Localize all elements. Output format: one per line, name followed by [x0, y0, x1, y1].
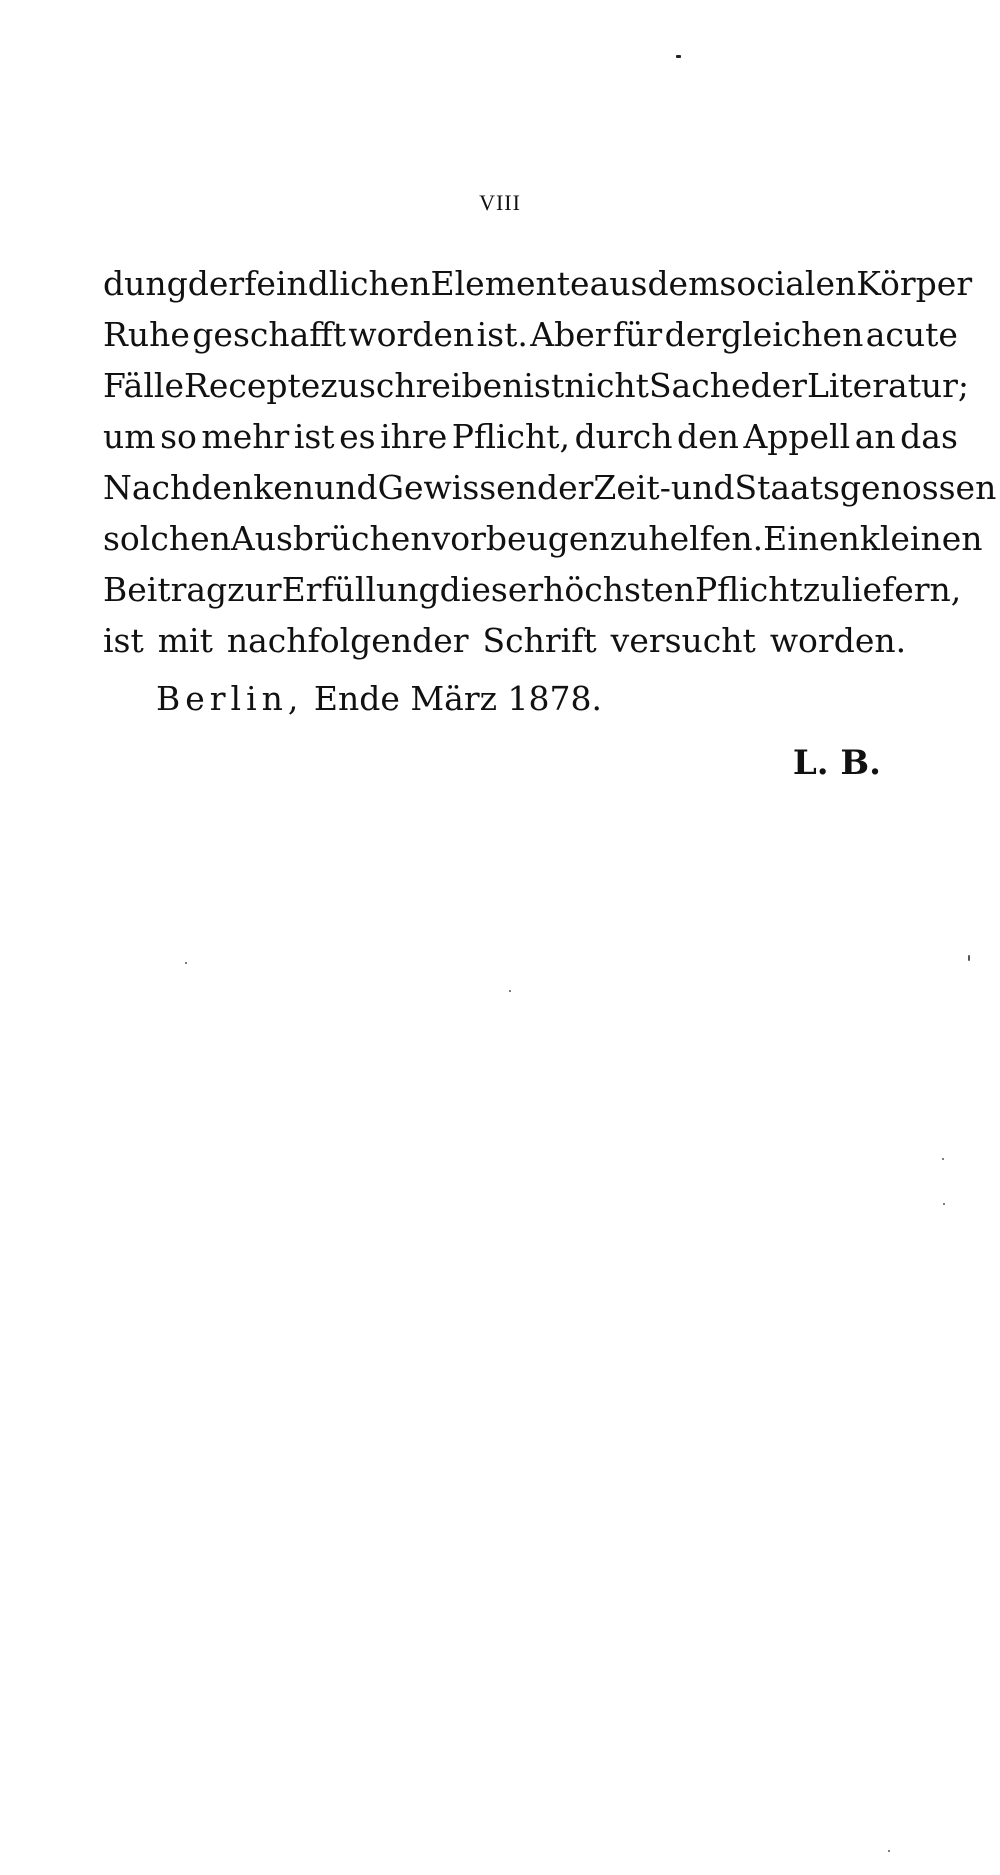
author-initials: L. B. [792, 743, 881, 783]
word: ist [523, 366, 565, 405]
word: Aber [530, 315, 611, 354]
word: Schrift [482, 621, 597, 660]
word: Zeit- [593, 468, 671, 507]
word: socialen [719, 264, 857, 303]
word: Ruhe [103, 315, 190, 354]
scan-speck [968, 955, 970, 961]
word: mehr [201, 417, 290, 456]
word: zu [609, 519, 649, 558]
word: Sache [648, 366, 751, 405]
word: es [339, 417, 376, 456]
word: so [160, 417, 197, 456]
body-paragraph [103, 258, 997, 666]
word: der [750, 366, 807, 405]
word: worden [348, 315, 475, 354]
word: zu [320, 366, 359, 405]
word: Fälle [103, 366, 184, 405]
word: der [536, 468, 594, 507]
word: schreiben [358, 366, 524, 405]
word: dung [103, 264, 188, 303]
scan-speck [676, 55, 681, 58]
word: den [676, 417, 739, 456]
word: Gewissen [377, 468, 537, 507]
word: Erfüllung [281, 570, 440, 609]
scan-speck [943, 1203, 945, 1205]
word: Pflicht, [451, 417, 571, 456]
word: Nachdenken [103, 468, 314, 507]
text-line-4 [103, 411, 958, 462]
word: kleinen [859, 519, 983, 558]
word: Pflicht [694, 570, 803, 609]
word: höchsten [543, 570, 695, 609]
word: Recepte [183, 366, 321, 405]
word: zu [802, 570, 842, 609]
word: durch [574, 417, 673, 456]
text-line-3 [103, 360, 970, 411]
word: versucht [610, 621, 756, 660]
word: das [900, 417, 958, 456]
word: für [612, 315, 663, 354]
dateline-date: Ende März 1878. [313, 679, 602, 718]
text-line-7 [103, 564, 962, 615]
word: solchen [103, 519, 231, 558]
word: nachfolgender [226, 621, 469, 660]
word: ist [293, 417, 335, 456]
word: vorbeugen [431, 519, 610, 558]
word: und [313, 468, 378, 507]
text-line-1 [103, 258, 973, 309]
word: helfen. [648, 519, 764, 558]
word: ist. [476, 315, 528, 354]
word: Einen [763, 519, 860, 558]
word: Elemente [430, 264, 590, 303]
word: liefern, [841, 570, 962, 609]
word: ist [103, 621, 144, 660]
word: dergleichen [664, 315, 864, 354]
scan-speck [509, 990, 511, 992]
word: Literatur; [806, 366, 970, 405]
scan-speck [942, 1158, 944, 1160]
word: der [187, 264, 245, 303]
text-line-5 [103, 462, 997, 513]
text-line-2 [103, 309, 958, 360]
dateline [156, 673, 602, 724]
word: und [670, 468, 735, 507]
word: Staatsgenossen [734, 468, 997, 507]
text-line-6 [103, 513, 983, 564]
word: acute [865, 315, 958, 354]
word: Appell [743, 417, 851, 456]
word: dieser [439, 570, 544, 609]
word: mit [157, 621, 213, 660]
word: nicht [564, 366, 649, 405]
word: dem [647, 264, 720, 303]
dateline-place: Berlin, [156, 679, 304, 718]
word: aus [589, 264, 648, 303]
word: Beitrag [103, 570, 228, 609]
scan-speck [185, 962, 187, 964]
word: feindlichen [244, 264, 431, 303]
word: an [854, 417, 896, 456]
word: worden. [769, 621, 907, 660]
word: Ausbrüchen [230, 519, 432, 558]
scan-speck [888, 1850, 890, 1852]
text-line-8 [103, 615, 958, 666]
word: geschafft [192, 315, 347, 354]
page-number: VIII [479, 190, 521, 215]
word: zur [227, 570, 282, 609]
word: ihre [380, 417, 448, 456]
word: Körper [856, 264, 973, 303]
word: um [103, 417, 156, 456]
